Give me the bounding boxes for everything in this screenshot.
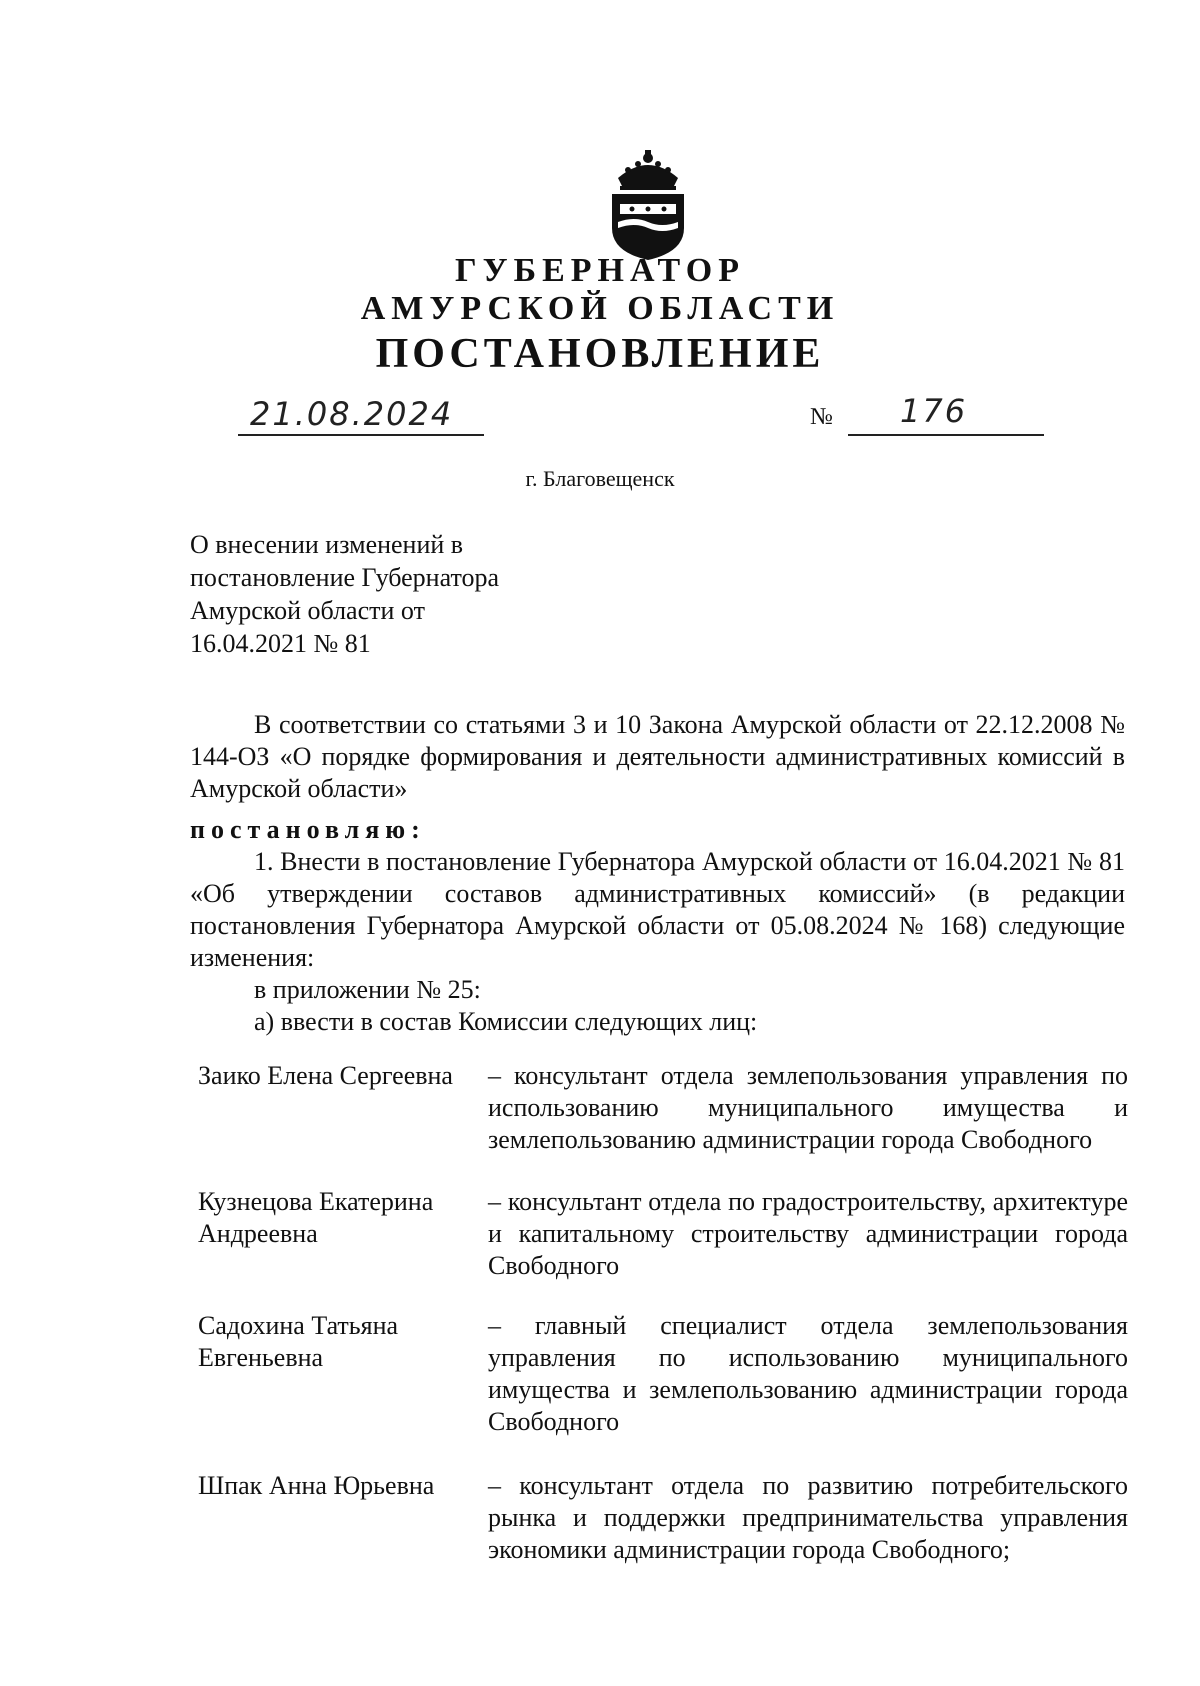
governor-heading: ГУБЕРНАТОР	[455, 252, 745, 289]
city: г. Благовещенск	[525, 466, 675, 491]
member-position: – главный специалист отдела землепользования управления по использованию муниципального имущества и землепользованию администрации города Свободного	[488, 1311, 1128, 1436]
subject-line: постановление Губернатора	[190, 563, 500, 592]
document-number: 176	[900, 392, 968, 430]
member-position: – консультант отдела землепользования управления по использованию муниципального имущества и землепользованию администрации города Свободного	[488, 1061, 1128, 1154]
member-name: Шпак Анна Юрьевна	[198, 1471, 435, 1500]
subject-block	[190, 528, 499, 660]
subitem-a-line: а) ввести в состав Комиссии следующих лиц:	[254, 1007, 758, 1036]
preamble-paragraph: В соответствии со статьями 3 и 10 Закона Амурской области от 22.12.2008 № 144-ОЗ «О порядке формирования и деятельности административных комиссий в Амурской области»	[190, 710, 1125, 803]
subject-line: О внесении изменений в	[190, 530, 464, 559]
member-position: – консультант отдела по градостроительству, архитектуре и капитальному строительству администрации города Свободного	[488, 1187, 1128, 1280]
number-sign: №	[810, 404, 833, 430]
subject-line: Амурской области от	[190, 596, 425, 625]
subject-line: 16.04.2021 № 81	[190, 629, 371, 658]
item-1-paragraph: 1. Внести в постановление Губернатора Амурской области от 16.04.2021 № 81 «Об утверждении составов административных комиссий» (в редакции постановления Губернатора Амурской области от 05.08.2024 № 168) следующие изменения:	[190, 847, 1125, 972]
document-type-heading: ПОСТАНОВЛЕНИЕ	[375, 331, 825, 377]
decree-word: постановляю:	[190, 815, 426, 844]
date-underline	[238, 434, 484, 436]
document-date: 21.08.2024	[250, 395, 454, 433]
member-position: – консультант отдела по развитию потребительского рынка и поддержки предпринимательства управления экономики администрации города Свободного;	[488, 1471, 1128, 1564]
number-underline	[848, 434, 1044, 436]
coat-of-arms-icon	[604, 148, 692, 262]
member-name: Заико Елена Сергеевна	[198, 1061, 453, 1090]
appendix-line: в приложении № 25:	[254, 975, 481, 1004]
member-name: Кузнецова Екатерина Андреевна	[198, 1187, 434, 1248]
region-heading: АМУРСКОЙ ОБЛАСТИ	[360, 290, 840, 327]
member-name: Садохина Татьяна Евгеньевна	[198, 1311, 399, 1372]
